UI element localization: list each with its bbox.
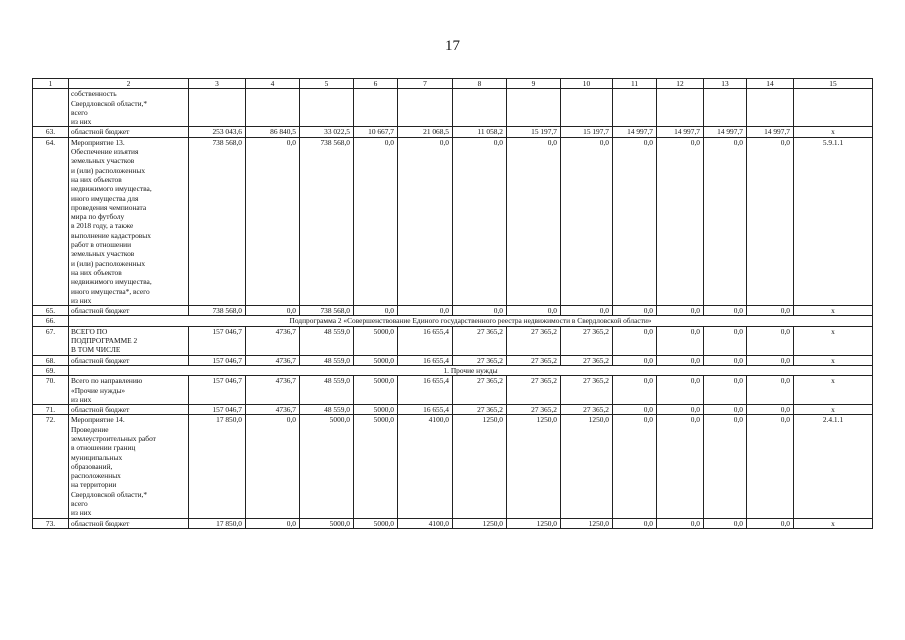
table-row bbox=[33, 326, 873, 355]
value-cell: 157 046,7 bbox=[189, 326, 246, 355]
value-cell: 0,0 bbox=[507, 137, 561, 305]
value-cell: 0,0 bbox=[704, 415, 747, 518]
value-cell: 0,0 bbox=[613, 326, 657, 355]
value-cell: 5000,0 bbox=[354, 326, 398, 355]
row-name-line: Свердловской области,* bbox=[71, 489, 148, 499]
value-cell: 27 365,2 bbox=[453, 376, 507, 405]
value-cell: 14 997,7 bbox=[657, 127, 704, 137]
row-name-line: из них bbox=[71, 295, 92, 305]
reference-cell bbox=[794, 89, 873, 127]
value-cell: 27 365,2 bbox=[561, 326, 613, 355]
row-index: 64. bbox=[33, 137, 69, 305]
value-cell: 4736,7 bbox=[246, 326, 300, 355]
row-index: 67. bbox=[33, 326, 69, 355]
column-header: 7 bbox=[398, 79, 453, 89]
row-name-line: областной бюджет bbox=[71, 405, 130, 415]
value-cell: 0,0 bbox=[704, 326, 747, 355]
value-cell: 27 365,2 bbox=[453, 326, 507, 355]
row-name-line: образований, bbox=[71, 461, 113, 471]
row-name-line: земельных участков bbox=[71, 249, 135, 259]
table-row bbox=[33, 518, 873, 528]
row-name-line: и (или) расположенных bbox=[71, 165, 146, 175]
table-row bbox=[33, 137, 873, 305]
row-name-line: ВСЕГО ПО bbox=[71, 326, 108, 336]
value-cell: 157 046,7 bbox=[189, 405, 246, 415]
value-cell: 0,0 bbox=[613, 518, 657, 528]
row-name-line: проведения чемпионата bbox=[71, 202, 147, 212]
value-cell bbox=[300, 89, 354, 127]
value-cell: 0,0 bbox=[354, 137, 398, 305]
row-name-line: областной бюджет bbox=[71, 306, 130, 316]
row-index: 70. bbox=[33, 376, 69, 405]
row-name bbox=[69, 355, 189, 365]
column-header: 5 bbox=[300, 79, 354, 89]
value-cell: 4736,7 bbox=[246, 355, 300, 365]
value-cell: 0,0 bbox=[561, 306, 613, 316]
row-name-line: Свердловской области,* bbox=[71, 98, 148, 108]
value-cell: 21 068,5 bbox=[398, 127, 453, 137]
value-cell: 0,0 bbox=[704, 306, 747, 316]
section-heading: Подпрограмма 2 «Совершенствование Единого государственного реестра недвижимости в Свердловской области» bbox=[69, 316, 873, 326]
value-cell bbox=[747, 89, 794, 127]
value-cell bbox=[398, 89, 453, 127]
value-cell: 4100,0 bbox=[398, 518, 453, 528]
header-row bbox=[33, 79, 873, 89]
column-header: 4 bbox=[246, 79, 300, 89]
value-cell: 48 559,0 bbox=[300, 355, 354, 365]
value-cell: 48 559,0 bbox=[300, 405, 354, 415]
value-cell: 5000,0 bbox=[354, 355, 398, 365]
value-cell: 27 365,2 bbox=[507, 405, 561, 415]
value-cell: 157 046,7 bbox=[189, 355, 246, 365]
value-cell: 0,0 bbox=[747, 376, 794, 405]
value-cell: 27 365,2 bbox=[453, 405, 507, 415]
value-cell: 1250,0 bbox=[453, 415, 507, 518]
table-row bbox=[33, 365, 873, 375]
value-cell: 86 840,5 bbox=[246, 127, 300, 137]
row-name-line: выполнение кадастровых bbox=[71, 230, 151, 240]
column-header: 3 bbox=[189, 79, 246, 89]
value-cell: 5000,0 bbox=[354, 405, 398, 415]
row-index: 72. bbox=[33, 415, 69, 518]
value-cell: 0,0 bbox=[704, 355, 747, 365]
value-cell: 27 365,2 bbox=[561, 376, 613, 405]
value-cell: 5000,0 bbox=[354, 376, 398, 405]
row-name-line: в отношении границ bbox=[71, 443, 136, 453]
table-row bbox=[33, 355, 873, 365]
row-name bbox=[69, 306, 189, 316]
value-cell: 1250,0 bbox=[507, 415, 561, 518]
row-name-line: работ в отношении bbox=[71, 240, 132, 250]
value-cell: 5000,0 bbox=[354, 518, 398, 528]
row-name-line: всего bbox=[71, 107, 88, 117]
table-row bbox=[33, 127, 873, 137]
row-index: 68. bbox=[33, 355, 69, 365]
value-cell: 4736,7 bbox=[246, 405, 300, 415]
row-name bbox=[69, 415, 189, 518]
value-cell: 0,0 bbox=[704, 376, 747, 405]
value-cell: 738 568,0 bbox=[189, 306, 246, 316]
row-name-line: землеустроительных работ bbox=[71, 433, 156, 443]
value-cell: 48 559,0 bbox=[300, 376, 354, 405]
value-cell: 0,0 bbox=[507, 306, 561, 316]
value-cell: 0,0 bbox=[561, 137, 613, 305]
reference-cell: x bbox=[794, 326, 873, 355]
value-cell: 0,0 bbox=[613, 355, 657, 365]
row-name bbox=[69, 127, 189, 137]
row-name-line: всего bbox=[71, 499, 88, 509]
value-cell: 0,0 bbox=[747, 355, 794, 365]
row-name-line: Обеспечение изъятия bbox=[71, 147, 139, 157]
table-row bbox=[33, 415, 873, 518]
value-cell: 5000,0 bbox=[300, 415, 354, 518]
value-cell: 0,0 bbox=[453, 306, 507, 316]
column-header: 12 bbox=[657, 79, 704, 89]
value-cell: 14 997,7 bbox=[613, 127, 657, 137]
value-cell: 11 058,2 bbox=[453, 127, 507, 137]
column-header: 8 bbox=[453, 79, 507, 89]
value-cell: 738 568,0 bbox=[300, 137, 354, 305]
section-heading: 1. Прочие нужды bbox=[69, 365, 873, 375]
column-header: 6 bbox=[354, 79, 398, 89]
value-cell bbox=[507, 89, 561, 127]
value-cell: 17 850,0 bbox=[189, 518, 246, 528]
value-cell: 14 997,7 bbox=[704, 127, 747, 137]
row-name-line: из них bbox=[71, 508, 92, 518]
row-name-line: из них bbox=[71, 117, 92, 127]
row-index: 73. bbox=[33, 518, 69, 528]
row-name-line: на них объектов bbox=[71, 174, 122, 184]
value-cell: 15 197,7 bbox=[561, 127, 613, 137]
value-cell: 0,0 bbox=[613, 376, 657, 405]
value-cell: 0,0 bbox=[246, 306, 300, 316]
column-header: 2 bbox=[69, 79, 189, 89]
table-row bbox=[33, 316, 873, 326]
value-cell: 0,0 bbox=[657, 376, 704, 405]
table-row bbox=[33, 405, 873, 415]
value-cell: 27 365,2 bbox=[507, 355, 561, 365]
value-cell bbox=[246, 89, 300, 127]
row-name-line: в 2018 году, а также bbox=[71, 221, 134, 231]
value-cell: 0,0 bbox=[657, 306, 704, 316]
value-cell bbox=[613, 89, 657, 127]
value-cell bbox=[453, 89, 507, 127]
column-header: 14 bbox=[747, 79, 794, 89]
value-cell: 738 568,0 bbox=[189, 137, 246, 305]
row-name-line: иного имущества для bbox=[71, 193, 139, 203]
value-cell: 0,0 bbox=[657, 405, 704, 415]
row-name bbox=[69, 326, 189, 355]
value-cell: 0,0 bbox=[747, 137, 794, 305]
row-name-line: и (или) расположенных bbox=[71, 258, 146, 268]
value-cell: 738 568,0 bbox=[300, 306, 354, 316]
value-cell: 27 365,2 bbox=[453, 355, 507, 365]
row-name-line: В ТОМ ЧИСЛЕ bbox=[71, 345, 121, 355]
value-cell: 0,0 bbox=[747, 415, 794, 518]
column-header: 15 bbox=[794, 79, 873, 89]
value-cell: 0,0 bbox=[657, 326, 704, 355]
reference-cell: x bbox=[794, 518, 873, 528]
row-name-line: «Прочие нужды» bbox=[71, 385, 126, 395]
value-cell: 27 365,2 bbox=[561, 355, 613, 365]
row-name bbox=[69, 137, 189, 305]
row-name bbox=[69, 405, 189, 415]
row-name-line: расположенных bbox=[71, 471, 121, 481]
page-number: 17 bbox=[445, 38, 460, 54]
row-name-line: областной бюджет bbox=[71, 355, 130, 365]
value-cell: 4100,0 bbox=[398, 415, 453, 518]
value-cell: 0,0 bbox=[246, 518, 300, 528]
value-cell: 1250,0 bbox=[561, 518, 613, 528]
reference-cell: x bbox=[794, 405, 873, 415]
row-index bbox=[33, 89, 69, 127]
row-name-line: недвижимого имущества, bbox=[71, 277, 152, 287]
row-name-line: Проведение bbox=[71, 424, 109, 434]
value-cell: 0,0 bbox=[613, 306, 657, 316]
value-cell: 17 850,0 bbox=[189, 415, 246, 518]
value-cell: 0,0 bbox=[747, 518, 794, 528]
value-cell: 0,0 bbox=[704, 137, 747, 305]
reference-cell: x bbox=[794, 306, 873, 316]
value-cell: 0,0 bbox=[657, 137, 704, 305]
value-cell bbox=[704, 89, 747, 127]
row-name-line: иного имущества*, всего bbox=[71, 286, 150, 296]
value-cell: 0,0 bbox=[704, 405, 747, 415]
value-cell: 27 365,2 bbox=[561, 405, 613, 415]
value-cell: 0,0 bbox=[747, 306, 794, 316]
column-header: 11 bbox=[613, 79, 657, 89]
row-index: 66. bbox=[33, 316, 69, 326]
row-name-line: Мероприятие 14. bbox=[71, 415, 125, 425]
value-cell: 0,0 bbox=[398, 137, 453, 305]
value-cell: 16 655,4 bbox=[398, 405, 453, 415]
value-cell: 27 365,2 bbox=[507, 326, 561, 355]
reference-cell: 5.9.1.1 bbox=[794, 137, 873, 305]
value-cell bbox=[189, 89, 246, 127]
row-name bbox=[69, 518, 189, 528]
column-header: 1 bbox=[33, 79, 69, 89]
value-cell: 48 559,0 bbox=[300, 326, 354, 355]
value-cell: 0,0 bbox=[398, 306, 453, 316]
value-cell bbox=[657, 89, 704, 127]
row-index: 71. bbox=[33, 405, 69, 415]
column-header: 9 bbox=[507, 79, 561, 89]
value-cell: 0,0 bbox=[657, 355, 704, 365]
value-cell bbox=[354, 89, 398, 127]
value-cell: 1250,0 bbox=[507, 518, 561, 528]
row-name-line: областной бюджет bbox=[71, 127, 130, 137]
row-name-line: земельных участков bbox=[71, 156, 135, 166]
value-cell bbox=[561, 89, 613, 127]
value-cell: 0,0 bbox=[704, 518, 747, 528]
row-name-line: из них bbox=[71, 394, 92, 404]
value-cell: 0,0 bbox=[613, 415, 657, 518]
value-cell: 27 365,2 bbox=[507, 376, 561, 405]
value-cell: 16 655,4 bbox=[398, 326, 453, 355]
reference-cell: x bbox=[794, 355, 873, 365]
value-cell: 157 046,7 bbox=[189, 376, 246, 405]
value-cell: 0,0 bbox=[657, 415, 704, 518]
row-name-line: недвижимого имущества, bbox=[71, 184, 152, 194]
row-index: 63. bbox=[33, 127, 69, 137]
value-cell: 0,0 bbox=[613, 405, 657, 415]
value-cell: 0,0 bbox=[453, 137, 507, 305]
table-row bbox=[33, 376, 873, 405]
row-index: 65. bbox=[33, 306, 69, 316]
value-cell: 5000,0 bbox=[300, 518, 354, 528]
table-row bbox=[33, 89, 873, 127]
row-name-line: собственность bbox=[71, 89, 117, 99]
value-cell: 0,0 bbox=[354, 306, 398, 316]
row-name-line: ПОДПРОГРАММЕ 2 bbox=[71, 336, 138, 346]
reference-cell: x bbox=[794, 376, 873, 405]
value-cell: 5000,0 bbox=[354, 415, 398, 518]
value-cell: 0,0 bbox=[657, 518, 704, 528]
value-cell: 0,0 bbox=[613, 137, 657, 305]
value-cell: 0,0 bbox=[747, 326, 794, 355]
value-cell: 16 655,4 bbox=[398, 376, 453, 405]
value-cell: 33 022,5 bbox=[300, 127, 354, 137]
value-cell: 0,0 bbox=[747, 405, 794, 415]
value-cell: 16 655,4 bbox=[398, 355, 453, 365]
value-cell: 14 997,7 bbox=[747, 127, 794, 137]
value-cell: 0,0 bbox=[246, 415, 300, 518]
row-name-line: областной бюджет bbox=[71, 518, 130, 528]
value-cell: 10 667,7 bbox=[354, 127, 398, 137]
column-header: 13 bbox=[704, 79, 747, 89]
row-name-line: муниципальных bbox=[71, 452, 123, 462]
row-name-line: мира по футболу bbox=[71, 212, 125, 222]
row-name-line: Мероприятие 13. bbox=[71, 137, 125, 147]
row-name bbox=[69, 376, 189, 405]
row-index: 69. bbox=[33, 365, 69, 375]
budget-table bbox=[32, 78, 873, 529]
row-name-line: на территории bbox=[71, 480, 117, 490]
value-cell: 0,0 bbox=[246, 137, 300, 305]
row-name-line: Всего по направлению bbox=[71, 376, 143, 386]
table-row bbox=[33, 306, 873, 316]
value-cell: 4736,7 bbox=[246, 376, 300, 405]
reference-cell: x bbox=[794, 127, 873, 137]
reference-cell: 2.4.1.1 bbox=[794, 415, 873, 518]
value-cell: 1250,0 bbox=[453, 518, 507, 528]
value-cell: 1250,0 bbox=[561, 415, 613, 518]
row-name-line: на них объектов bbox=[71, 267, 122, 277]
row-name bbox=[69, 89, 189, 127]
value-cell: 253 043,6 bbox=[189, 127, 246, 137]
value-cell: 15 197,7 bbox=[507, 127, 561, 137]
column-header: 10 bbox=[561, 79, 613, 89]
